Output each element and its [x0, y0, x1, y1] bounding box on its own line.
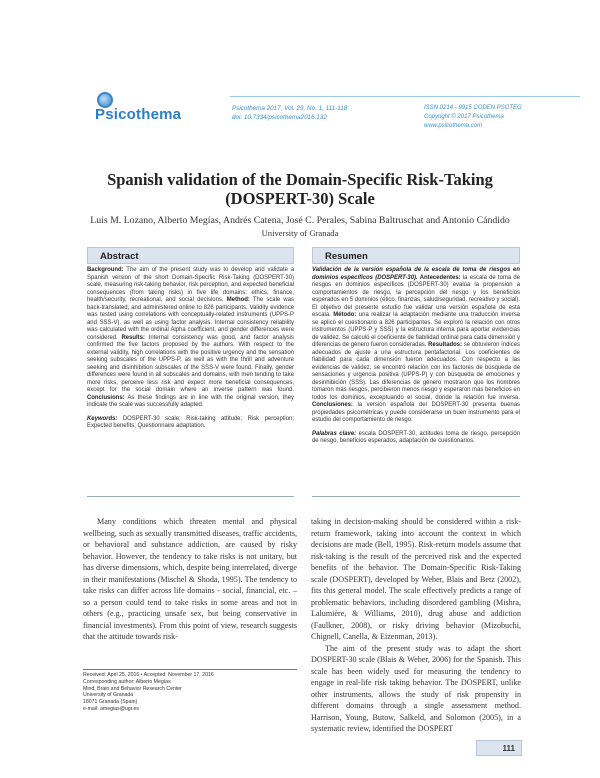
title-line-2: (DOSPERT-30) Scale	[225, 189, 375, 208]
abstract-results-text: Internal consistency was good, and factor analysis confirmed the five factors proposed by the authors. With respect to the external validity, high correlations with the positive urgency and the sensation seeking subscales of the UPPS-P, as well as with the thrill and adventure seeking and disinhibition subscales of the SSS-V were found. Finally, gender differences were found in all subscales and domains, with men tending to take more risks, perceive less risk and expect more beneficial consequences, except for the social domain where an inverse pattern was found.	[87, 334, 295, 393]
resumen-keywords-label: Palabras clave:	[312, 430, 357, 437]
abstract-conclusions-text: As these findings are in line with the original version, they indicate the scale was successfully adapted.	[87, 394, 294, 408]
resumen-antecedentes-text: la escala de toma de riesgos en dominios específicos (DOSPERT-30) evalúa la propensión a comportamientos de riesgo, la percepción del riesgo y los beneficios esperados en 5 dominios (ético, finanzas, salud/seguridad, recreativo y social). El objetivo del presente estudio fue validar una versión española de esta escala.	[312, 274, 520, 318]
abstract-background-text: The aim of the present study was to develop and validate a Spanish version of the short Domain-Specific Risk-Taking (DOSPERT-30) scale, measuring risk-taking behavior, risk perception, and expected beneficial consequences (from taking risks) in five life domains: ethics, finance, health/security, recreational, and social decisions.	[87, 267, 294, 303]
body-right-column	[311, 516, 521, 735]
journal-logo	[85, 92, 195, 126]
journal-doi[interactable]: doi: 10.7334/psicothema2016.132	[232, 114, 327, 121]
abstract-method-label: Method:	[226, 297, 250, 303]
resumen-body	[312, 267, 520, 446]
body-paragraph: Many conditions which threaten mental and physical wellbeing, such as sexually transmitted diseases, traffic accidents, or behavioral and substance addiction, are caused by risky behavior. However, the tendency to take risks is not unitary, but has diverse dimensions, which, despite being interrelated, diverge in their manifestations (Mischel & Shoda, 1995). The tendency to take risks can differ across life domains - social, financial, etc. – so a person could tend to take risks in some areas and not in others (e.g., practicing unsafe sex, but being conservative in financial investments). From this point of view, research suggests that the attitude towards risk-	[83, 517, 297, 641]
affiliation: University of Granada	[261, 228, 339, 238]
title-line-1: Spanish validation of the Domain-Specific Risk-Taking	[107, 170, 493, 189]
abstract-conclusions-label: Conclusions:	[87, 394, 125, 401]
footnote-university: University of Granada	[83, 692, 134, 699]
resumen-metodo-text: una realizar la adaptación mediante una traducción inversa se aplicó el cuestionario a 826 participantes. Se exploró la relación con otros instrumentos (UPPS-P y SSS) y la estructura interna para aportar evidencias de validez. Se calculó el coeficiente de fiabilidad ordinal para cada dimensión y diferencias de género fueron consideradas.	[312, 312, 520, 348]
resumen-resultados-label: Resultados:	[426, 342, 463, 348]
footnote-city: 18071 Granada (Spain)	[83, 699, 138, 706]
resumen-metodo-label: Método:	[330, 312, 357, 318]
issn-block	[424, 104, 574, 131]
abstract-background-label: Background:	[87, 267, 124, 273]
footnote	[83, 672, 297, 713]
authors: Luis M. Lozano, Alberto Megías, Andrés Catena, José C. Perales, Sabina Baltruschat and Antonio Cándido	[90, 215, 510, 226]
abstract-keywords-label: Keywords:	[87, 415, 118, 422]
body-paragraph: taking in decision-making should be considered within a risk-return framework, taking into account the context in which decisions are made (Bell, 1995). Risk-return models assume that risk-taking is the result of the perceived risk and the expected benefits of the behavior. The Domain-Specific Risk-Taking scale (DOSPERT), developed by Weber, Blais and Betz (2002), fits this general model. The scale effectively predicts a range of problematic behaviors, including disordered gambling (Mishra, Lalumière, & Williams, 2010), drug abuse and addiction (Faulkner, 2008), or risky driving behavior (Mizobuchi, Chignell, Canella, & Eizenman, 2013).	[311, 517, 521, 641]
journal-website[interactable]: www.psicothema.com	[424, 123, 483, 129]
body-left-column	[83, 516, 297, 643]
resumen-keywords-text: escala DOSPERT-30, actitudes toma de riesgo, percepción de riesgo, beneficios esperados, adaptación de cuestionarios.	[312, 430, 520, 444]
footnote-center: Mind, Brain and Behavior Research Center	[83, 685, 182, 692]
resumen-antecedentes-label: Antecedentes:	[417, 274, 461, 281]
footnote-corresponding: Corresponding author: Alberto Megías	[83, 678, 171, 685]
journal-header	[0, 0, 600, 135]
resumen-resultados-text: se obtuvieron índices adecuados de ajuste a una estructura pentafactorial. Los coeficientes de fiabilidad para cada dimensión fueron adecuados. Con respecto a las evidencias de validez, se encontró relación con los factores de búsqueda de sensaciones y urgencia positiva (UPPS-P) y con búsqueda de emociones y desinhibición (SSS). Las diferencias de género mostraron que los hombres tomaron más riesgos, percibieron menos riesgo y esperaron más beneficios en todos los dominios, exceptuando el social, donde la relación fue inversa.	[312, 342, 520, 401]
page-number: 111	[476, 740, 522, 756]
abstract-divider	[87, 496, 294, 497]
journal-volume: Psicothema 2017, Vol. 29, No. 1, 111-118	[232, 105, 348, 112]
header-divider	[230, 96, 580, 97]
resumen-conclusiones-label: Conclusiones:	[312, 402, 353, 408]
footnote-divider	[83, 669, 297, 670]
resumen-conclusiones-text: la versión española del DOSPERT-30 presenta buenas propiedades psicométricas y puede considerarse un buen instrumento para el estudio del comportamiento de riesgo.	[312, 402, 520, 423]
journal-citation	[232, 104, 402, 122]
paper-title	[60, 170, 540, 208]
resumen-title: Validación de la versión española de la escala de toma de riesgos en dominios específicos (DOSPERT-30).	[312, 267, 520, 281]
footnote-dates: Received: April 25, 2016 • Accepted: November 17, 2016	[83, 672, 214, 678]
abstract-keywords-text: DOSPERT-30 scale; Risk-taking attitude; Risk perception; Expected benefits; Questionnaire adaptation.	[87, 415, 294, 429]
abstract-results-label: Results:	[121, 334, 145, 341]
resumen-heading: Resumen	[312, 247, 520, 264]
issn: ISSN 0214 - 9915 CODEN PSOTEG	[424, 105, 522, 111]
body-paragraph: The aim of the present study was to adapt the short DOSPERT-30 scale (Blais & Weber, 2006) for the Spanish. This scale has been widely used for measuring the tendency to engage in real-life risk taking behavior. The DOSPERT, unlike other instruments, allows the study of risk propensity in different domains through a single assessment method. Harrison, Young, Butow, Salkeld, and Solomon (2005), in a systematic review, identified the DOSPERT	[311, 643, 521, 733]
resumen-divider	[312, 496, 520, 497]
logo-text: Psicothema	[95, 106, 182, 123]
abstract-body	[87, 267, 294, 431]
abstract-heading: Abstract	[87, 247, 294, 264]
copyright: Copyright © 2017 Psicothema	[424, 114, 504, 120]
abstract-method-text: The scale was back-translated, and administered online to 826 participants. Validity evidence was tested using correlations with conceptually-related instruments (UPPS-P and SSS-V), as well as using factor analysis. Internal consistency reliability was calculated with the ordinal Alpha coefficient, and gender differences were considered.	[87, 297, 294, 341]
footnote-email[interactable]: e-mail: amegias@ugr.es	[83, 705, 140, 712]
